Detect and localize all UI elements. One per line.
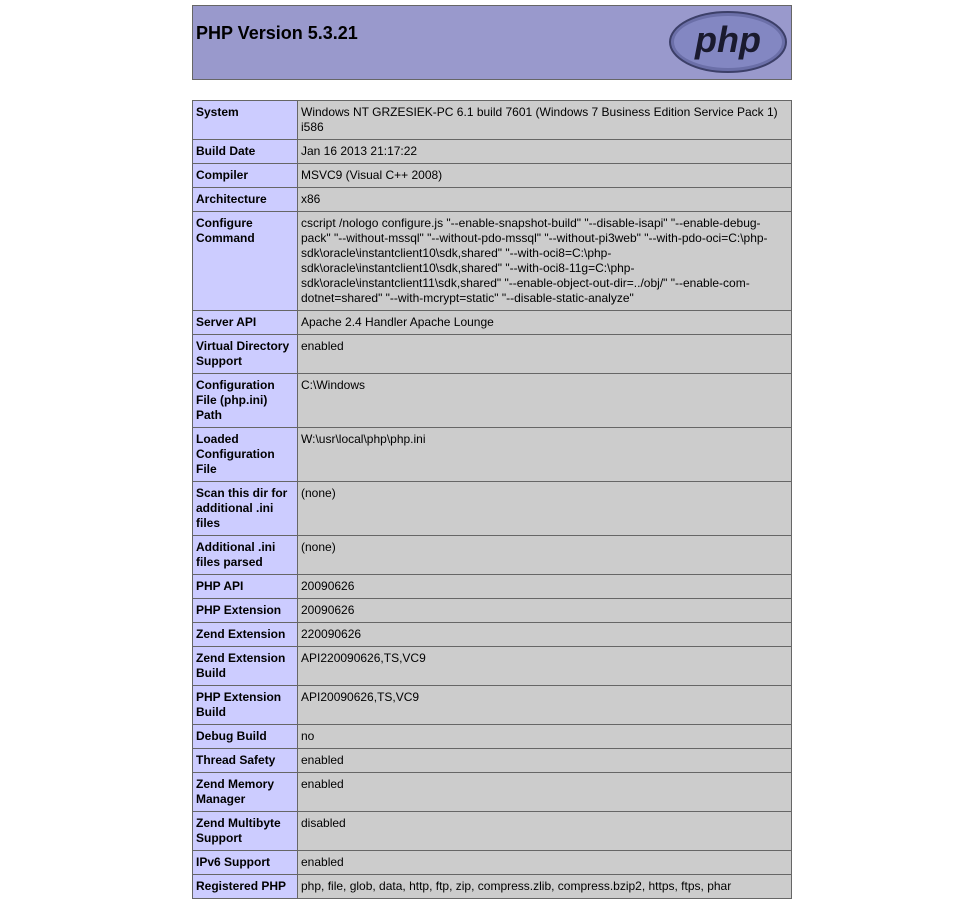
php-logo-text: php xyxy=(695,19,761,60)
row-key: System xyxy=(193,101,298,140)
row-key: Registered PHP xyxy=(193,875,298,899)
table-row xyxy=(193,482,792,536)
row-value: MSVC9 (Visual C++ 2008) xyxy=(298,164,792,188)
table-row xyxy=(193,773,792,812)
row-key: IPv6 Support xyxy=(193,851,298,875)
row-value: php, file, glob, data, http, ftp, zip, compress.zlib, compress.bzip2, https, ftps, phar xyxy=(298,875,792,899)
table-row xyxy=(193,647,792,686)
row-value: (none) xyxy=(298,482,792,536)
row-key: Configuration File (php.ini) Path xyxy=(193,374,298,428)
row-key: Architecture xyxy=(193,188,298,212)
row-value: cscript /nologo configure.js "--enable-snapshot-build" "--disable-isapi" "--enable-debug-pack" "--without-mssql" "--without-pdo-mssql" "--without-pi3web" "--with-pdo-oci=C:\php-sdk\oracle\instantclient10\sdk,shared" "--with-oci8=C:\php-sdk\oracle\instantclient10\sdk,shared" "--with-oci8-11g=C:\php-sdk\oracle\instantclient11\sdk,shared" "--enable-object-out-dir=../obj/" "--enable-com-dotnet=shared" "--with-mcrypt=static" "--disable-static-analyze" xyxy=(298,212,792,311)
phpinfo-container xyxy=(192,5,792,893)
table-row xyxy=(193,140,792,164)
table-row xyxy=(193,311,792,335)
table-row xyxy=(193,875,792,899)
table-row xyxy=(193,188,792,212)
row-value: enabled xyxy=(298,851,792,875)
row-key: Thread Safety xyxy=(193,749,298,773)
info-table xyxy=(192,100,792,899)
version-header xyxy=(192,5,792,80)
row-value: C:\Windows xyxy=(298,374,792,428)
row-key: Build Date xyxy=(193,140,298,164)
row-value: W:\usr\local\php\php.ini xyxy=(298,428,792,482)
row-value: Windows NT GRZESIEK-PC 6.1 build 7601 (Windows 7 Business Edition Service Pack 1) i586 xyxy=(298,101,792,140)
table-row xyxy=(193,428,792,482)
row-key: Zend Extension xyxy=(193,623,298,647)
page-title: PHP Version 5.3.21 xyxy=(196,23,358,43)
table-row xyxy=(193,335,792,374)
row-key: PHP API xyxy=(193,575,298,599)
table-row xyxy=(193,725,792,749)
row-value: enabled xyxy=(298,335,792,374)
row-value: disabled xyxy=(298,812,792,851)
row-key: PHP Extension xyxy=(193,599,298,623)
row-value: enabled xyxy=(298,749,792,773)
table-row xyxy=(193,575,792,599)
row-key: Zend Memory Manager xyxy=(193,773,298,812)
row-value: 20090626 xyxy=(298,599,792,623)
table-row xyxy=(193,374,792,428)
row-key: Debug Build xyxy=(193,725,298,749)
table-row xyxy=(193,851,792,875)
row-value: 20090626 xyxy=(298,575,792,599)
table-row xyxy=(193,101,792,140)
row-value: 220090626 xyxy=(298,623,792,647)
row-key: Zend Extension Build xyxy=(193,647,298,686)
row-key: Server API xyxy=(193,311,298,335)
row-value: Apache 2.4 Handler Apache Lounge xyxy=(298,311,792,335)
table-row xyxy=(193,686,792,725)
php-logo xyxy=(668,10,788,74)
row-value: x86 xyxy=(298,188,792,212)
row-value: API220090626,TS,VC9 xyxy=(298,647,792,686)
table-row xyxy=(193,536,792,575)
row-key: Additional .ini files parsed xyxy=(193,536,298,575)
row-value: (none) xyxy=(298,536,792,575)
row-key: PHP Extension Build xyxy=(193,686,298,725)
row-value: API20090626,TS,VC9 xyxy=(298,686,792,725)
row-key: Loaded Configuration File xyxy=(193,428,298,482)
table-row xyxy=(193,164,792,188)
row-key: Scan this dir for additional .ini files xyxy=(193,482,298,536)
row-value: no xyxy=(298,725,792,749)
row-key: Compiler xyxy=(193,164,298,188)
row-value: enabled xyxy=(298,773,792,812)
table-row xyxy=(193,599,792,623)
row-value: Jan 16 2013 21:17:22 xyxy=(298,140,792,164)
table-row xyxy=(193,812,792,851)
table-row xyxy=(193,623,792,647)
row-key: Zend Multibyte Support xyxy=(193,812,298,851)
table-row xyxy=(193,749,792,773)
row-key: Virtual Directory Support xyxy=(193,335,298,374)
table-row xyxy=(193,212,792,311)
row-key: Configure Command xyxy=(193,212,298,311)
